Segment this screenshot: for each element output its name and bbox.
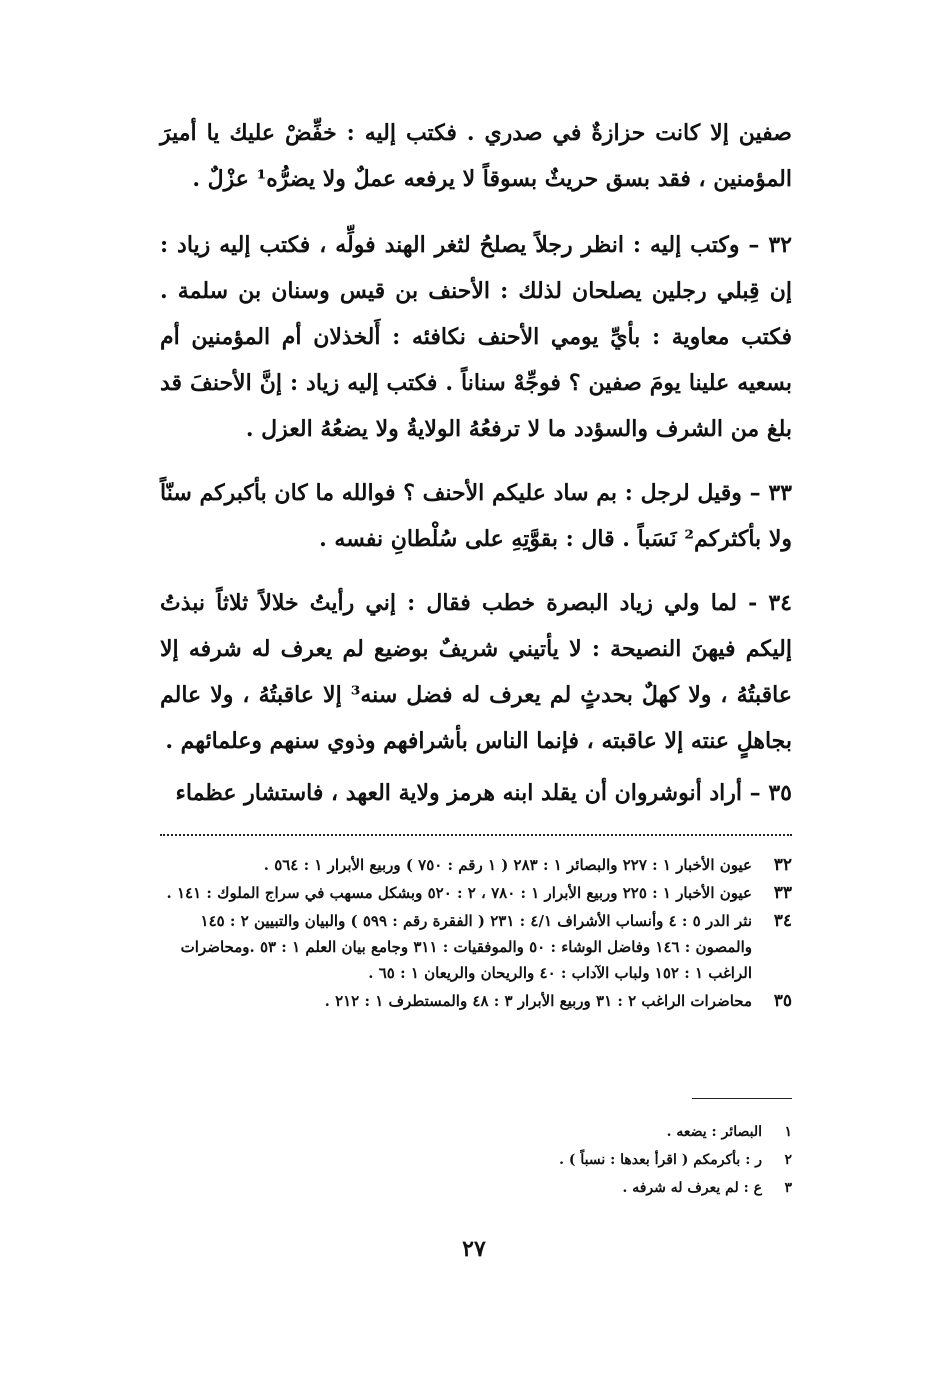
paragraph-number: ٣٣ bbox=[768, 480, 792, 506]
paragraph-text: وكتب إليه : انظر رجلاً يصلحُ لثغر الهند فولِّه ، فكتب إليه زياد : إن قِبلي رجلين يصلحان لذلك : الأحنف بن قيس وسنان بن سلمة . فكتب معاوية : بأيِّ يومي الأحنف نكافئه : أَلخذلان أم المؤمنين أم بسعيه علينا يومَ صفين ؟ فوجِّهْ سناناً . فكتب إليه زياد : إنَّ الأحنفَ قد بلغ من الشرف والسؤدد ما لا ترفعُهُ الولايةُ ولا يضعُهُ العزل . bbox=[160, 232, 792, 442]
footnote-separator bbox=[692, 1098, 792, 1099]
paragraph-text: أراد أنوشروان أن يقلد ابنه هرمز ولاية العهد ، فاستشار عظماء bbox=[175, 780, 743, 806]
paragraph-32 bbox=[160, 222, 792, 452]
paragraph-number: ٣٤ bbox=[768, 590, 792, 616]
page-number: ٢٧ bbox=[462, 1236, 486, 1262]
sources-list bbox=[160, 852, 792, 1016]
paragraph-number: ٣٥ bbox=[768, 780, 792, 806]
footnote-number: ١ bbox=[784, 1124, 792, 1140]
source-number: ٣٣ bbox=[773, 883, 792, 903]
dash: – bbox=[741, 480, 761, 506]
dash: – bbox=[742, 780, 761, 806]
paragraph-text: لما ولي زياد البصرة خطب فقال : إني رأيتُ خلالاً ثلاثاً نبذتُ إليكم فيهنَ النصيحة : لا يأتيني شريفٌ بوضيع لم يعرف له شرفه إلا عاقبتُهُ ، ولا كهلٌ بحدثٍ لم يعرف له فضل سنه³ إلا عاقبتُهُ ، ولا عالم بجاهلٍ عنته إلا عاقبته ، فإنما الناس بأشرافهم وذوي سنهم وعلمائهم . bbox=[160, 590, 792, 754]
footnotes bbox=[160, 1118, 792, 1202]
paragraph-number: ٣٢ bbox=[768, 232, 792, 258]
source-number: ٣٢ bbox=[773, 855, 792, 875]
source-number: ٣٥ bbox=[773, 991, 792, 1011]
source-text: محاضرات الراغب ٢ : ٣١ وربيع الأبرار ٣ : ٤٨ والمستطرف ١ : ٢١٢ . bbox=[324, 992, 752, 1010]
footnote-text: البصائر : يضعه . bbox=[666, 1124, 762, 1140]
source-number: ٣٤ bbox=[773, 911, 792, 931]
source-item bbox=[160, 988, 792, 1014]
footnote-item bbox=[160, 1146, 792, 1174]
footnote-number: ٣ bbox=[784, 1180, 792, 1196]
source-item bbox=[160, 908, 792, 986]
footnote-text: ع : لم يعرف له شرفه . bbox=[622, 1180, 762, 1196]
dash: - bbox=[736, 590, 758, 616]
paragraph-34 bbox=[160, 580, 792, 764]
source-text: نثر الدر ٥ : ٤ وأنساب الأشراف ٤/١ : ٢٣١ ( الفقرة رقم : ٥٩٩ ) والبيان والتبيين ٢ : ١٤٥ والمصون : ١٤٦ وفاضل الوشاء : ٥٠ والموفقيات : ٣١١ وجامع بيان العلم ١ : ٥٣ .ومحاضرات الراغب ١ : ١٥٢ ولباب الآداب : ٤٠ والريحان والريعان ١ : ٦٥ . bbox=[180, 912, 752, 982]
footnote-item bbox=[160, 1174, 792, 1202]
footnote-number: ٢ bbox=[784, 1152, 792, 1168]
source-text: عيون الأخبار ١ : ٢٢٥ وربيع الأبرار ١ : ٧٨٠ ، ٢ : ٥٢٠ وبشكل مسهب في سراج الملوك : ١٤١ . bbox=[166, 884, 752, 902]
paragraph-33 bbox=[160, 470, 792, 562]
source-item bbox=[160, 852, 792, 878]
footnote-item bbox=[160, 1118, 792, 1146]
dash: – bbox=[739, 232, 760, 258]
source-text: عيون الأخبار ١ : ٢٢٧ والبصائر ١ : ٢٨٣ ( ١ رقم : ٧٥٠ ) وربيع الأبرار ١ : ٥٦٤ . bbox=[263, 856, 752, 874]
paragraph-text: وقيل لرجل : بم ساد عليكم الأحنف ؟ فوالله ما كان بأكبركم سنّاً ولا بأكثركم² نَسَباً . قال : بقوَّتِهِ على سُلْطانِ نفسه . bbox=[160, 480, 792, 552]
paragraph-continuation bbox=[160, 110, 792, 202]
paragraph-35 bbox=[160, 770, 792, 816]
paragraph-text: صفين إلا كانت حزازةٌ في صدري . فكتب إليه : خفِّضْ عليك يا أميرَ المؤمنين ، فقد بسق حريثٌ بسوقاً لا يرفعه عملٌ ولا يضرُّه¹ عزْلٌ . bbox=[160, 120, 792, 192]
dotted-separator bbox=[160, 834, 792, 836]
source-item bbox=[160, 880, 792, 906]
footnote-text: ر : بأكرمكم ( اقرأ بعدها : نسباً ) . bbox=[559, 1152, 762, 1168]
